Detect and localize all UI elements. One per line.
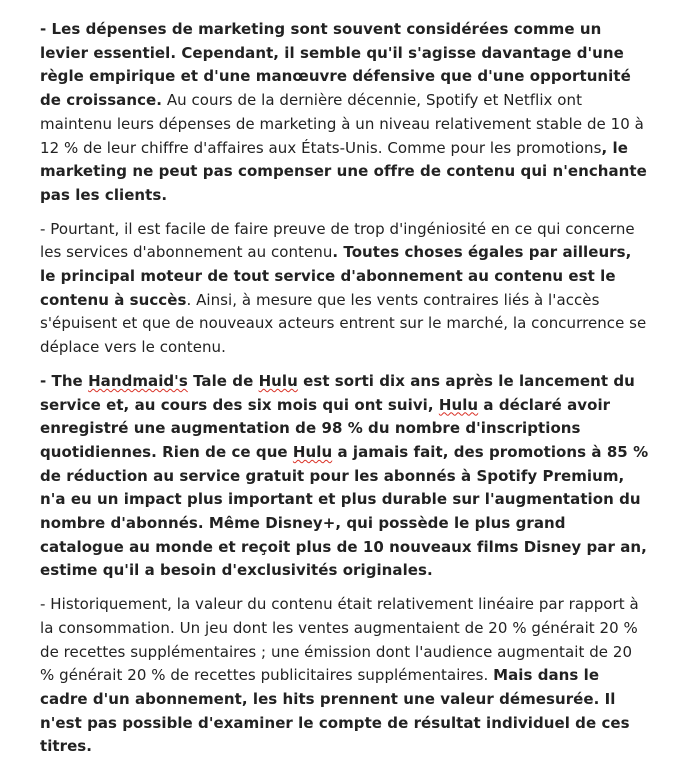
text-run: . Toutes choses égales par ailleurs, le principal moteur de tout service d'abonnement au contenu est le contenu à succès [40,243,632,309]
paragraph-historical-value [40,593,650,759]
text-run: a jamais fait, des promotions à 85 % de réduction au service gratuit pour les abonnés à Spotify Premium, n'a eu un impact plus important et plus durable sur l'augmentation du nombre d'abonnés. Même Disney+, qui possède le plus grand catalogue au monde et reçoit plus de 10 nouveaux films Disney par an, estime qu'il a besoin d'exclusivités originales. [40,442,649,580]
spellcheck-word[interactable]: Handmaid's [88,371,188,390]
spellcheck-word[interactable]: Hulu [438,395,479,414]
paragraph-marketing [40,18,650,208]
spellcheck-word[interactable]: Hulu [258,371,298,390]
text-run: - Historiquement, la valeur du contenu était relativement linéaire par rapport à la consommation. Un jeu dont les ventes augmentaient de 20 % générait 20 % de recettes supplémentaires ; une émission dont l'audience augmentait de 20 % générait 20 % de recettes publicitaires supplémentaires. [40,595,639,685]
text-run: - The [40,371,89,390]
text-run: Tale de [187,371,259,390]
spellcheck-word[interactable]: Hulu [292,442,333,461]
text-run: Au cours de la dernière décennie, Spotify et Netflix ont maintenu leurs dépenses de marketing à un niveau relativement stable de 10 à 12 % de leur chiffre d'affaires aux États-Unis. Comme pour les promotions [40,91,644,157]
paragraph-handmaids-tale [40,370,650,583]
text-run: . Ainsi, à mesure que les vents contraires liés à l'accès s'épuisent et que de nouveaux acteurs entrent sur le marché, la concurrence se déplace vers le contenu. [40,290,647,357]
text-run: est sorti dix ans après le lancement du service et, au cours des six mois qui ont suivi, [40,371,635,414]
text-run: - Les dépenses de marketing sont souvent considérées comme un levier essentiel. Cependant, il semble qu'il s'agisse davantage d'une règle empirique et d'une manœuvre défensive que d'une opportunité de croissance. [40,20,631,110]
text-run: - Pourtant, il est facile de faire preuve de trop d'ingéniosité en ce qui concerne les services d'abonnement au contenu [40,219,635,262]
text-run: , le marketing ne peut pas compenser une offre de contenu qui n'enchante pas les clients. [40,138,647,204]
paragraph-content-driver [40,218,650,360]
text-run: a déclaré avoir enregistré une augmentation de 98 % du nombre d'inscriptions quotidiennes. Rien de ce que [40,395,611,461]
text-run: Mais dans le cadre d'un abonnement, les hits prennent une valeur démesurée. Il n'est pas possible d'examiner le compte de résultat individuel de ces titres. [40,666,630,756]
